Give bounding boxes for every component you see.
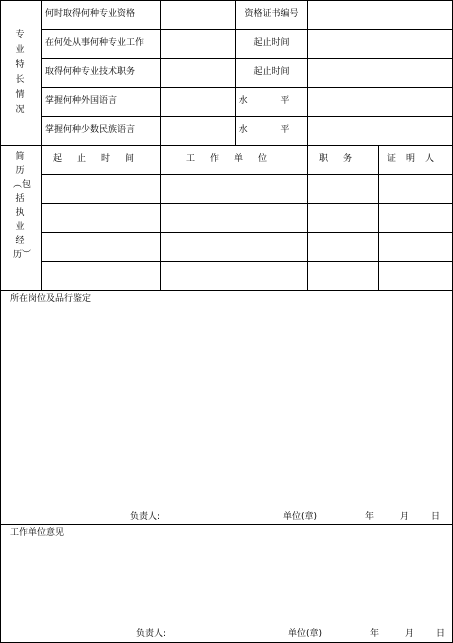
- resume-row-line-1: [41, 174, 453, 175]
- opinion-year: 年: [370, 629, 380, 639]
- border-left: [0, 0, 1, 643]
- appraisal-month: 月: [400, 512, 410, 522]
- specialty-side-label: 专业特长情况: [15, 30, 25, 115]
- specialty-row-line-2: [41, 58, 453, 59]
- specialty-row4-label: 掌握何种外国语言: [45, 96, 118, 106]
- appraisal-bottom-line: [0, 524, 453, 525]
- resume-col-divider-1: [160, 145, 161, 290]
- border-top: [0, 0, 453, 1]
- specialty-row3-label: 取得何种专业技术职务: [45, 67, 136, 77]
- specialty-row3-right-label: 起止时间: [253, 67, 290, 77]
- specialty-row4-right-label: 水 平: [238, 96, 305, 106]
- resume-header-period: 起止时间: [52, 154, 149, 164]
- resume-header-workplace: 工作单位: [185, 154, 282, 164]
- resume-row-line-4: [41, 261, 453, 262]
- specialty-row5-right-label: 水 平: [238, 125, 305, 135]
- resume-col-divider-2: [307, 145, 308, 290]
- specialty-row2-right-label: 起止时间: [253, 38, 290, 48]
- specialty-row2-label: 在何处从事何种专业工作: [45, 38, 145, 48]
- opinion-day: 日: [436, 629, 446, 639]
- opinion-unit-seal: 单位(章): [288, 629, 323, 639]
- appraisal-title: 所在岗位及品行鉴定: [10, 294, 92, 304]
- opinion-signer: 负责人:: [136, 629, 167, 639]
- specialty-row1-label: 何时取得何种专业资格: [45, 9, 136, 19]
- appraisal-unit-seal: 单位(章): [283, 512, 318, 522]
- specialty-row-line-1: [41, 29, 453, 30]
- specialty-row1-right-label: 资格证书编号: [244, 9, 299, 19]
- resume-header-witness: 证明人: [386, 154, 444, 164]
- specialty-col-divider-3: [307, 0, 308, 145]
- opinion-title: 工作单位意见: [10, 528, 65, 538]
- specialty-col-divider-1: [160, 0, 161, 145]
- appraisal-day: 日: [431, 512, 441, 522]
- appraisal-year: 年: [365, 512, 375, 522]
- specialty-bottom-line: [0, 145, 453, 146]
- resume-col-divider-3: [378, 145, 379, 290]
- resume-bottom-line: [0, 290, 453, 291]
- opinion-month: 月: [405, 629, 415, 639]
- specialty-row-line-4: [41, 116, 453, 117]
- resume-row-line-3: [41, 232, 453, 233]
- resume-side-label: 简历︵包括执业经历︶: [13, 152, 32, 260]
- specialty-row5-label: 掌握何种少数民族语言: [45, 125, 136, 135]
- resume-header-position: 职务: [318, 154, 367, 164]
- appraisal-signer: 负责人:: [130, 512, 161, 522]
- resume-row-line-2: [41, 203, 453, 204]
- specialty-row-line-3: [41, 87, 453, 88]
